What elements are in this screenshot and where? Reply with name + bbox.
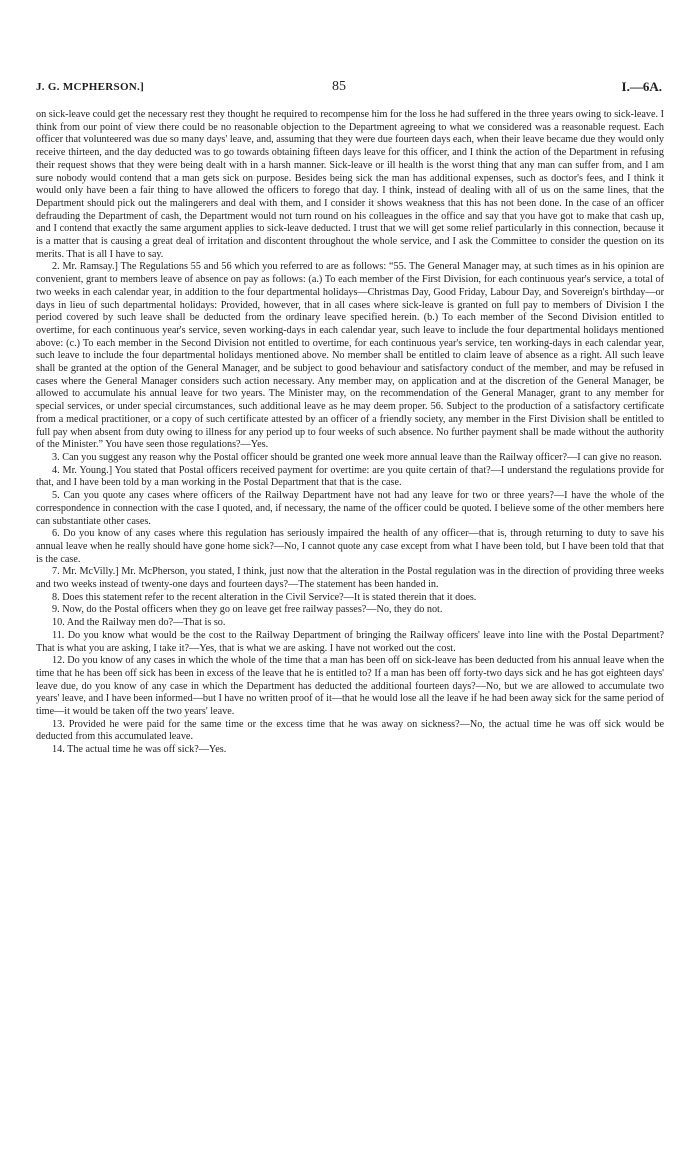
question-answer-paragraph: 14. The actual time he was off sick?—Yes.	[52, 744, 227, 756]
question-answer-paragraph: 4. Mr. Young.] You stated that Postal officers received payment for overtime: are you quite certain of that?—I understand the regulations provide for that, and I have been told by a man working in the Postal Department that that is the case.	[36, 464, 664, 489]
document-reference: I.—6A.	[621, 79, 662, 94]
question-answer-paragraph: 12. Do you know of any cases in which the whole of the time that a man has been off on sick-leave has been deducted from his annual leave when the time that he has been off sick has been in excess of the leave that he is entitled to? If a man has been off forty-two days sick and he has got eighteen days' leave due, do you know of any case in which the Department has deducted the additional fourteen days?—No, but we are allowed to accumulate two years' leave, and I have been informed—but I have no written proof of it—that he would lose all the leave if he had been away sick for the same period of time—it would be taken off the two years' leave.	[36, 655, 664, 718]
question-answer-paragraph: 2. Mr. Ramsay.] The Regulations 55 and 56 which you referred to are as follows: “55. The General Manager may, at such times as in his opinion are convenient, grant to members leave of absence on pay as follows: (a.) To each member of the First Division, for each continuous year's service, a total of two weeks in each calendar year, in addition to the four departmental holidays—Christmas Day, Good Friday, Labour Day, and Sovereign's birthday—or days in lieu of such departmental holidays: Provided, however, that in all cases where sick-leave is granted on full pay to members of Division I the period covered by such leave shall be deducted from the ordinary leave specified herein. (b.) To each member of the Second Division entitled to overtime, for each continuous year's service, seven working-days in each calendar year, such leave to include the four departmental holidays mentioned above: (c.) To each member in the Second Division not entitled to overtime, for each continuous year's service, ten working-days in each calendar year, such leave to include the four departmental holidays mentioned above. No member shall be entitled to claim leave of absence as a right. All such leave shall be granted at the option of the General Manager, and be subject to good behaviour and satisfactory conduct of the member, and may be refused in cases where the General Manager considers such action necessary. Any member may, on application and at the discretion of the General Manager, be allowed to accumulate his annual leave for two years. The Minister may, on the recommendation of the General Manager, grant to any member for special services, or under special circumstances, such additional leave as he may deem proper. 56. Subject to the production of a satisfactory certificate from a medical practitioner, or a copy of such certificate attested by an officer of a friendly society, any member in the First Division shall be entitled to full pay when absent from duty owing to illness for any period up to four weeks of such absence. No further payment shall be made without the authority of the Minister.” You have seen those regulations?—Yes.	[36, 261, 664, 451]
question-answer-paragraph: 9. Now, do the Postal officers when they go on leave get free railway passes?—No, they do not.	[52, 604, 443, 616]
question-answer-paragraph: 7. Mr. McVilly.] Mr. McPherson, you stated, I think, just now that the alteration in the Postal regulation was in the direction of providing three weeks and two weeks instead of twenty-one days and fourteen days?—The statement has been handed in.	[36, 566, 664, 591]
question-answer-paragraph: 8. Does this statement refer to the recent alteration in the Civil Service?—It is stated therein that it does.	[52, 591, 477, 603]
question-answer-paragraph: 3. Can you suggest any reason why the Postal officer should be granted one week more annual leave than the Railway officer?—I can give no reason.	[52, 451, 662, 463]
evidence-text	[36, 109, 664, 757]
question-answer-paragraph: 5. Can you quote any cases where officers of the Railway Department have not had any leave for two or three years?—I have the whole of the correspondence in connection with the case I quoted, and, if necessary, the name of the officer could be quoted. I believe some of the other members here can substantiate other cases.	[36, 490, 664, 527]
header-witness-name: J. G. MCPHERSON.]	[36, 81, 145, 93]
page-number: 85	[332, 79, 346, 94]
question-answer-paragraph: 11. Do you know what would be the cost to the Railway Department of bringing the Railway officers' leave into line with the Postal Department? That is what you are asking, I take it?—Yes, that is what we are asking. I have not worked out the cost.	[36, 629, 664, 654]
question-answer-paragraph: 13. Provided he were paid for the same time or the excess time that he was away on sickness?—No, the actual time he was off sick would be deducted from this accumulated leave.	[36, 718, 664, 743]
question-answer-paragraph: 6. Do you know of any cases where this regulation has seriously impaired the health of any officer—that is, through returning to duty to save his annual leave when he really should have gone home sick?—No, I cannot quote any case except from what I have been told, but I have been told that that is the case.	[36, 528, 664, 565]
question-answer-paragraph: 10. And the Railway men do?—That is so.	[52, 617, 226, 629]
paragraph-continued: on sick-leave could get the necessary rest they thought he required to recompense him for the loss he had suffered in the three years owing to sick-leave. I think from our point of view there could be no reasonable objection to the Department agreeing to what we considered was a reasonable request. Each officer that volunteered was due so many days' leave, and, assuming that they were due fourteen days each, when their leave became due they would only receive thirteen, and the day deducted was to go towards obtaining fifteen days leave for this officer, and I think the action of the Department in refusing their request shows that they were being dealt with in a harsh manner. Sick-leave or ill health is the worst thing that any man can suffer from, and I am sure nobody would contend that a man gets sick on purpose. Besides being sick the man has additional expenses, such as doctor's fees, and I think it would only have been a fair thing to have allowed the officers to forego that day. I think, instead of dealing with all of us on the same lines, that the Department should pick out the malingerers and deal with them, and I consider it shows weakness that this has not been done. In the case of an officer defrauding the Department of cash, the Department would not turn round on his colleagues in the office and say that you have got to make that cash up, and I contend that exactly the same argument applies to sick-leave deducted. I trust that we will get some relief particularly in this connection, because it is a matter that is causing a great deal of irritation and discontent throughout the whole service, and I ask the Committee to consider the question on its merits. That is all I have to say.	[36, 109, 664, 260]
